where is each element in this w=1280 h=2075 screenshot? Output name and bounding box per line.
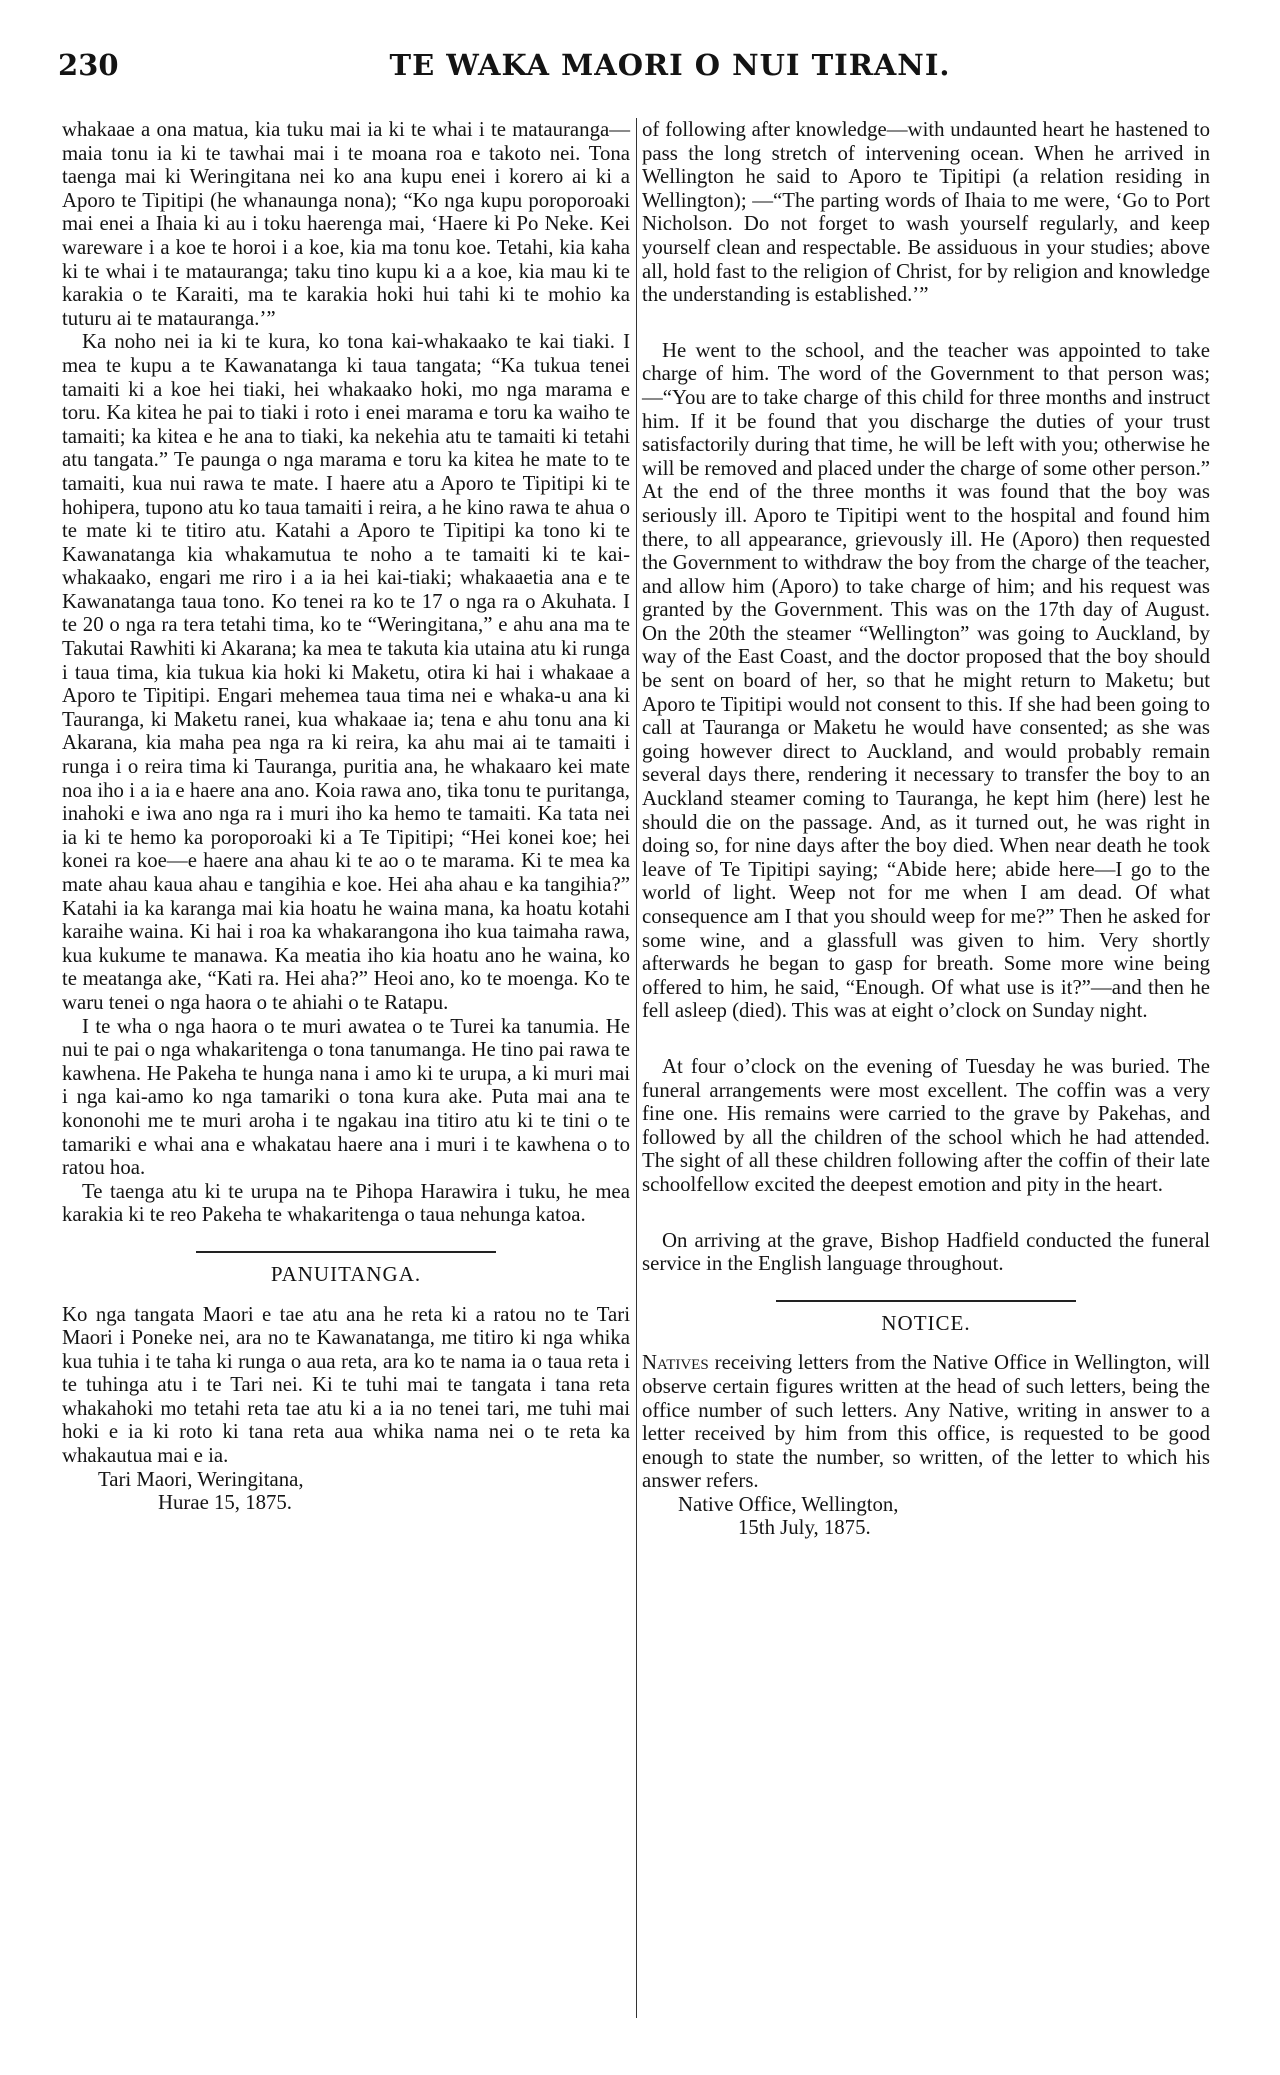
english-column [642, 118, 1210, 1540]
english-signature-date: 15th July, 1875. [738, 1516, 871, 1540]
english-paragraph-1: of following after knowledge—with undaunted heart he hastened to pass the long stretch of intervening ocean. When he arrived in Wellington he said to Aporo te Tipitipi (a relation residing in Wellington); —“The parting words of Ihaia to me were, ‘Go to Port Nicholson. Do not forget to wash yourself regularly, and keep yourself clean and respectable. Be assiduous in your studies; above all, hold fast to the religion of Christ, for by religion and knowledge the understanding is established.’” [642, 118, 1210, 307]
notice-body: receiving letters from the Native Office in Wellington, will observe certain figures written at the head of such letters, being the office number of such letters. Any Native, writing in answer to a letter received by him from this office, is requested to be good enough to state the number, so written, of the letter to which his answer refers. [642, 1351, 1210, 1493]
maori-paragraph-1: whakaae a ona matua, kia tuku mai ia ki te whai i te matauranga—maia tonu ia ki te tawhai mai i te moana roa e takoto nei. Tona taenga mai ki Weringitana nei ko ana kupu enei i korero ai ki a Aporo te Tipitipi (he whanaunga nona); “Ko nga kupu poroporoaki mai enei a Ihaia ki au i toku haerenga mai, ‘Haere ki Po Neke. Kei wareware i a koe te horoi i a koe, kia ma tonu koe. Tetahi, kia kaha ki te whai i te matauranga; taku tino kupu ki a a koe, kia mau ki te karakia o te Karaiti, ma te karakia hoki hui tahi ki te mohio ka tuturu ai te matauranga.’” [62, 118, 630, 330]
english-paragraph-4: On arriving at the grave, Bishop Hadfield conducted the funeral service in the English language throughout. [642, 1228, 1210, 1276]
maori-paragraph-4: Te taenga atu ki te urupa na te Pihopa Harawira i tuku, he mea karakia ki te reo Pakeha te whakaritenga o taua nehunga katoa. [62, 1179, 630, 1227]
english-paragraph-2: He went to the school, and the teacher was appointed to take charge of him. The word of the Government to that person was;—“You are to take charge of this child for three months and instruct him. If it be found that you discharge the duties of your trust satisfactorily during that time, he will be left with you; otherwise he will be removed and placed under the charge of some other person.” At the end of the three months it was found that the boy was seriously ill. Aporo te Tipitipi went to the hospital and found him there, to all appearance, grievously ill. He (Aporo) then requested the Government to withdraw the boy from the charge of the teacher, and allow him (Aporo) to take charge of him; and his request was granted by the Government. This was on the 17th day of August. On the 20th the steamer “Wellington” was going to Auckland, by way of the East Coast, and the doctor proposed that the boy should be sent on board of her, so that he might return to Maketu; but Aporo te Tipitipi would not consent to this. If she had been going to call at Tauranga or Maketu he would have consented; as she was going however direct to Auckland, and would probably remain several days there, rendering it necessary to transfer the boy to an Auckland steamer coming to Tauranga, he kept him (here) lest he should die on the passage. And, as it turned out, he was right in doing so, for nine days after the boy died. When near death he took leave of Te Tipitipi saying; “Abide here; abide here—I go to the world of light. Weep not for me when I am dead. Of what consequence am I that you should weep for me?” Then he asked for some wine, and a glassfull was given to him. Very shortly afterwards he began to gasp for breath. Some more wine being offered to him, he said, “Enough. Of what use is it?”—and then he fell asleep (died). This was at eight o’clock on Sunday night. [642, 338, 1210, 1023]
maori-signature-date: Hurae 15, 1875. [158, 1491, 292, 1515]
maori-signature-place: Tari Maori, Weringitana, [98, 1467, 304, 1491]
page-header [50, 48, 1230, 98]
section-divider [196, 1251, 496, 1253]
maori-paragraph-2: Ka noho nei ia ki te kura, ko tona kai-whakaako te kai tiaki. I mea te kupu a te Kawanatanga ki taua tangata; “Ka tukua tenei tamaiti ki a koe hei tiaki, hei whakaako hoki, mo nga marama e toru. Ka kitea he pai to tiaki i roto i enei marama e toru ka waiho te tamaiti; ka kitea e he ana to tiaki, ka nekehia atu te tamaiti ki tetahi atu tangata.” Te paunga o nga marama e toru ka kitea he mate to te tamaiti, kua nui rawa te mate. I haere atu a Aporo te Tipitipi ki te hohipera, tupono atu ko taua tamaiti i reira, a he kino rawa te ahua o te mate ki te titiro atu. Katahi a Aporo te Tipitipi ka tono ki te Kawanatanga kia whakamutua te noho a te tamaiti ki te kai-whakaako, engari me riro i a ia hei kai-tiaki; whakaaetia ana e te Kawanatanga taua tono. Ko tenei ra ko te 17 o nga ra o Akuhata. I te 20 o nga ra tera tetahi tima, ko te “Weringitana,” e ahu ana ma te Takutai Rawhiti ki Akarana; ka mea te takuta kia utaina atu ki runga i taua tima, kia tukua kia hoki ki Maketu, otira ki hai i whakaae a Aporo te Tipitipi. Engari mehemea taua tima nei e whaka-u ana ki Tauranga, ki Maketu ranei, kua whakaae ia; tena e ahu tonu ana ki Akarana, kia maha pea nga ra ki reira, ka ahu mai ai te tamaiti i runga i o reira tima ki Tauranga, puritia ana, he whakaaro kei mate noa iho i a ia e haere ana ano. Koia rawa ano, tika tonu te puritanga, inahoki e iwa ano nga ra i muri iho ka hemo te tamaiti. Ka tata nei ia ki te hemo ka poroporoaki ki a Te Tipitipi; “Hei konei koe; hei konei ra koe—e haere ana ahau ki te ao o te marama. Ki te mea ka mate ahau kaua ahau e tangihia e koe. Hei aha ahau e ka tangihia?” Katahi ia ka karanga mai kia hoatu he waina mana, ka hoatu kotahi karaihe waina. Ki hai i roa ka whakarangona iho kua taimaha rawa, kua kukume te manawa. Ka meatia iho kia hoatu ano he waina, ko te meatanga ake, “Kati ra. Hei aha?” Heoi ano, ko te moenga. Ko te waru tenei o nga haora o te ahiahi o te Ratapu. [62, 330, 630, 1014]
section-divider [776, 1300, 1076, 1302]
page-number: 230 [58, 48, 119, 82]
maori-column [62, 118, 630, 1515]
notice-heading: NOTICE. [881, 1310, 971, 1335]
notice-text [642, 1351, 1210, 1493]
panuitanga-heading: PANUITANGA. [270, 1261, 422, 1286]
english-signature-place: Native Office, Wellington, [678, 1492, 899, 1516]
english-paragraph-3: At four o’clock on the evening of Tuesday he was buried. The funeral arrangements were most excellent. The coffin was a very fine one. His remains were carried to the grave by Pakehas, and followed by all the children of the school which he had attended. The sight of all these children following after the coffin of their late schoolfellow excited the deepest emotion and pity in the heart. [642, 1054, 1210, 1196]
maori-paragraph-3: I te wha o nga haora o te muri awatea o te Turei ka tanumia. He nui te pai o nga whakaritenga o tona tanumanga. He tino pai rawa te kawhena. He Pakeha te hunga nana i amo ki te urupa, a ki muri mai i nga kai-amo ko nga tamariki o tona kura ake. Puta mai ana te kononohi me te muri aroha i te ngakau ina titiro atu ki te tini o te tamariki e whai ana e whakatau haere ana i muri i te kawhena o to ratou hoa. [62, 1014, 630, 1180]
newspaper-title: TE WAKA MAORI O NUI TIRANI. [389, 48, 951, 82]
notice-lead-word: Natives [642, 1351, 709, 1375]
panuitanga-text: Ko nga tangata Maori e tae atu ana he reta ki a ratou no te Tari Maori i Poneke nei, ara no te Kawanatanga, me titiro ki nga whika kua tuhia i te taha ki runga o aua reta, ara ko te nama ia o taua reta i te tuhinga atu i te Tari nei. Ki te tuhi mai te tangata i tana reta whakahoki mo tetahi reta tae atu ki a ia no tenei tari, me tuhi mai hoki e ia ki roto ki tana reta aua whika nama nei o te reta ka whakautua mai e ia. [62, 1302, 630, 1468]
column-divider [636, 118, 637, 2018]
